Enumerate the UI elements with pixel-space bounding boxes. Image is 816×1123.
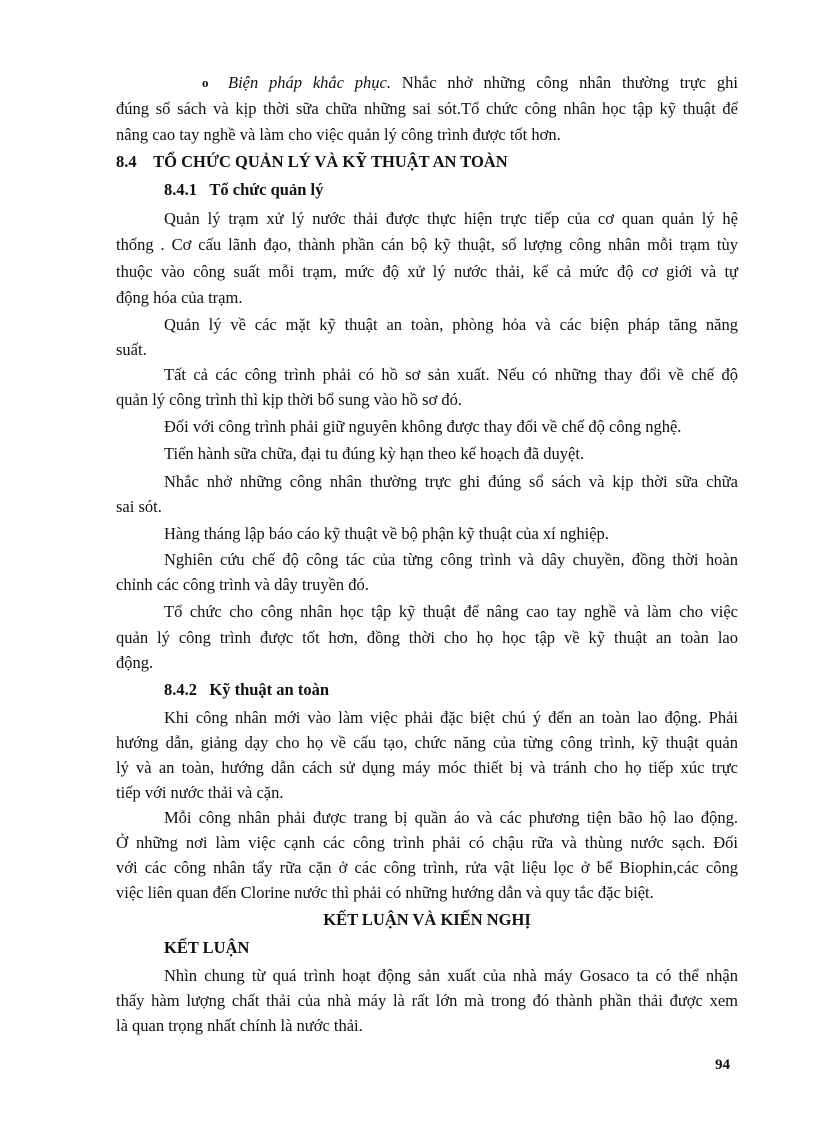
intro-line-2: đúng sổ sách và kịp thời sữa chữa những sai sót.Tổ chức công nhân học tập kỹ thuật để [116,99,738,118]
paragraph-line: quản lý công trình được tốt hơn, đồng thời cho họ học tập về kỹ thuật an toàn lao [116,628,738,647]
paragraph-line: thống . Cơ cấu lãnh đạo, thành phần cán bộ kỹ thuật, số lượng công nhân mỗi trạm tùy [116,235,738,254]
paragraph-line: Quản lý về các mặt kỹ thuật an toàn, phòng hỏa và các biện pháp tăng năng [164,315,738,334]
subsection-heading-2 [164,680,329,700]
section-heading [116,152,508,172]
paragraph-line: lý và an toàn, hướng dẫn cách sử dụng máy móc thiết bị và tránh cho họ tiếp xúc trực [116,758,738,777]
paragraph-line: Nhắc nhở những công nhân thường trực ghi đúng sổ sách và kịp thời sữa chữa [164,472,738,491]
paragraph-line: chỉnh các công trình và dây truyền đó. [116,575,369,594]
paragraph-line: thấy hàm lượng chất thải của nhà máy là rất lớn mà trong đó thành phần thải được xem [116,991,738,1010]
section-number: 8.4 [116,152,137,171]
italic-label: Biện pháp khắc phục. [228,73,391,92]
paragraph-line: Nghiên cứu chế độ công tác của từng công trình và dây chuyền, đồng thời hoàn [164,550,738,569]
paragraph-line: Đối với công trình phải giữ nguyên không được thay đổi về chế độ công nghệ. [164,417,682,436]
page-number: 94 [715,1057,730,1073]
paragraph-line: động hóa của trạm. [116,288,243,307]
subsection-1-title: Tổ chức quản lý [209,180,324,199]
paragraph-line: với các công nhân tẩy rữa cặn ở các công trình, rửa vật liệu lọc ở bể Biophin,các công [116,858,738,877]
paragraph-line: quản lý công trình thì kịp thời bổ sung vào hồ sơ đó. [116,390,463,409]
paragraph-line: Quản lý trạm xử lý nước thải được thực hiện trực tiếp của cơ quan quản lý hệ [164,209,738,228]
conclusion-heading: KẾT LUẬN VÀ KIẾN NGHỊ [323,910,531,929]
bullet-icon: o [202,75,209,90]
paragraph-line: Mỗi công nhân phải được trang bị quần áo và các phương tiện bão hộ lao động. [164,808,738,827]
section-title: TỔ CHỨC QUẢN LÝ VÀ KỸ THUẬT AN TOÀN [153,152,508,171]
paragraph-line: hướng dẫn, giảng dạy cho họ về cấu tạo, chức năng của từng công trình, kỹ thuật quản [116,733,738,752]
paragraph-line: Tiến hành sữa chữa, đại tu đúng kỳ hạn theo kế hoạch đã duyệt. [164,444,585,463]
subsection-2-number: 8.4.2 [164,680,197,699]
conclusion-subheading: KẾT LUẬN [164,938,250,957]
paragraph-line: việc liên quan đến Clorine nước thì phải có những hướng dẫn và quy tắc đặc biệt. [116,883,654,902]
intro-line-3: nâng cao tay nghề và làm cho việc quản lý công trình được tốt hơn. [116,125,561,144]
paragraph-line: Nhìn chung từ quá trình hoạt động sản xuất của nhà máy Gosaco ta có thể nhận [164,966,738,985]
subsection-2-title: Kỹ thuật an toàn [209,680,330,699]
paragraph-line: sai sót. [116,497,162,516]
paragraph-line: tiếp với nước thải và cặn. [116,783,284,802]
paragraph-line: Khi công nhân mới vào làm việc phải đặc biệt chú ý đến an toàn lao động. Phải [164,708,738,727]
paragraph-line: thuộc vào công suất mỗi trạm, mức độ xử lý nước thải, kể cả mức độ cơ giới và tự [116,262,738,281]
paragraph-line: suất. [116,340,147,359]
paragraph-line: động. [116,653,154,672]
subsection-1-number: 8.4.1 [164,180,197,199]
paragraph-line: Tổ chức cho công nhân học tập kỹ thuật để nâng cao tay nghề và làm cho việc [164,602,738,621]
paragraph-line: Ở những nơi làm việc cạnh các công trình phải có chậu rữa và thùng nước sạch. Đối [116,833,738,852]
paragraph-line: Hàng tháng lập báo cáo kỹ thuật về bộ phận kỹ thuật của xí nghiệp. [164,524,609,543]
intro-line-1-rest: Nhắc nhở những công nhân thường trực ghi [391,73,738,92]
paragraph-line: là quan trọng nhất chính là nước thải. [116,1016,363,1035]
paragraph-line: Tất cả các công trình phải có hồ sơ sản xuất. Nếu có những thay đổi về chế độ [164,365,738,384]
subsection-heading-1 [164,180,323,200]
intro-line-1 [228,73,738,93]
